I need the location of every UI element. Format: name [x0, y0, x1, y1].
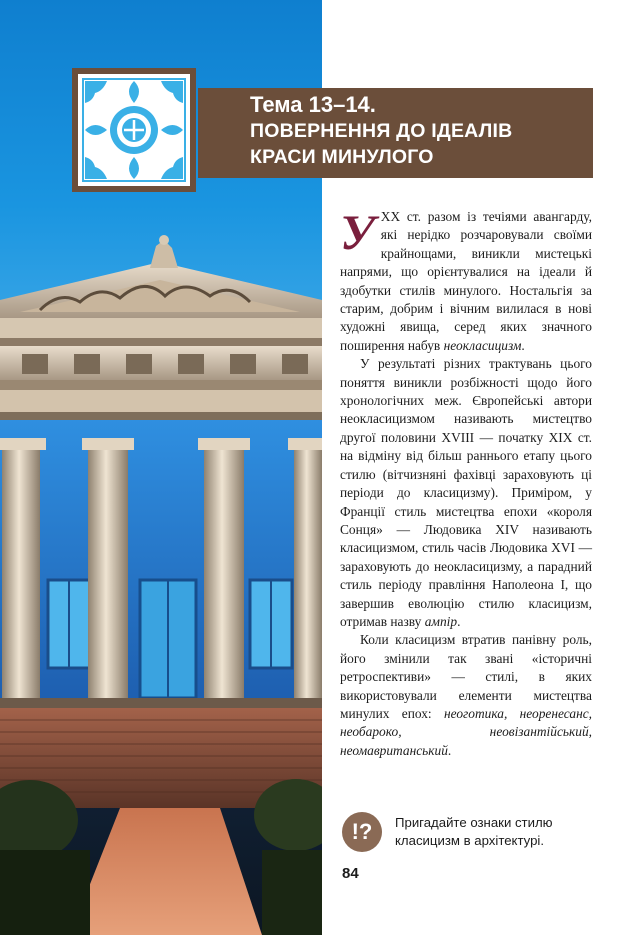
decorative-ornament-icon [81, 77, 187, 183]
term-neoclassicism: неокласицизм [443, 337, 522, 353]
article-text [340, 204, 592, 760]
paragraph-1-end: . [521, 337, 525, 353]
page-number: 84 [342, 865, 359, 882]
drop-cap: У [340, 204, 375, 260]
paragraph-3-text: Коли класицизм втратив панівну роль, його змінили так звані «історичні ретроспективи» — стилі, в яких використовували елементи мистецтва минулих епох: [340, 632, 592, 721]
paragraph-1-text: XX ст. разом із течіями авангарду, які нерідко розчаровували своїми крайнощами, виникли мистецькі напрями, що орієнтувалися на ідеали й здобутки стилів минулого. Ностальгія за старим, добрим і вічним вилилася в нові художні явища, серед яких значного поширення набув [340, 209, 592, 353]
review-question: Пригадайте ознаки стилю класицизм в архітектурі. [395, 815, 553, 848]
topic-label: Тема 13–14. [250, 92, 376, 117]
topic-title-line1: ПОВЕРНЕННЯ ДО ІДЕАЛІВ [250, 120, 513, 142]
question-exclamation-icon: !? [342, 812, 382, 852]
ornament-icon [72, 68, 196, 192]
paragraph-2 [340, 355, 592, 631]
topic-banner [198, 88, 593, 178]
paragraph-1 [340, 204, 592, 355]
paragraph-2-text: У результаті різних трактувань цього поняття виникли розбіжності щодо його хронологічних меж. Європейські автори неокласицизмом називають мистецтво другої половини XVIII — початку XIX ст. на відміну від більш раннього етапу цього стилю (вітчизняні фахівці зараховують ці періоди до класицизму). Приміром, у Франції стиль мистецтва епохи «короля Сонця» — Людовика XIV називають класицизмом, стиль часів Людовика XVI — зараховують до неокласицизму, а парадний стиль періоду правління Наполеона I, що завершив еволюцію стилю класицизм, отримав назву [340, 356, 592, 629]
topic-title [250, 92, 590, 170]
topic-title-line2: КРАСИ МИНУЛОГО [250, 146, 434, 168]
term-historic-styles: неоготика, неоренесанс, необароко, неовізантійський, неомавританський [340, 705, 592, 758]
paragraph-2-end: . [457, 613, 461, 629]
paragraph-3-end: . [447, 742, 452, 758]
paragraph-3 [340, 631, 592, 760]
term-empire: ампір [424, 613, 458, 629]
